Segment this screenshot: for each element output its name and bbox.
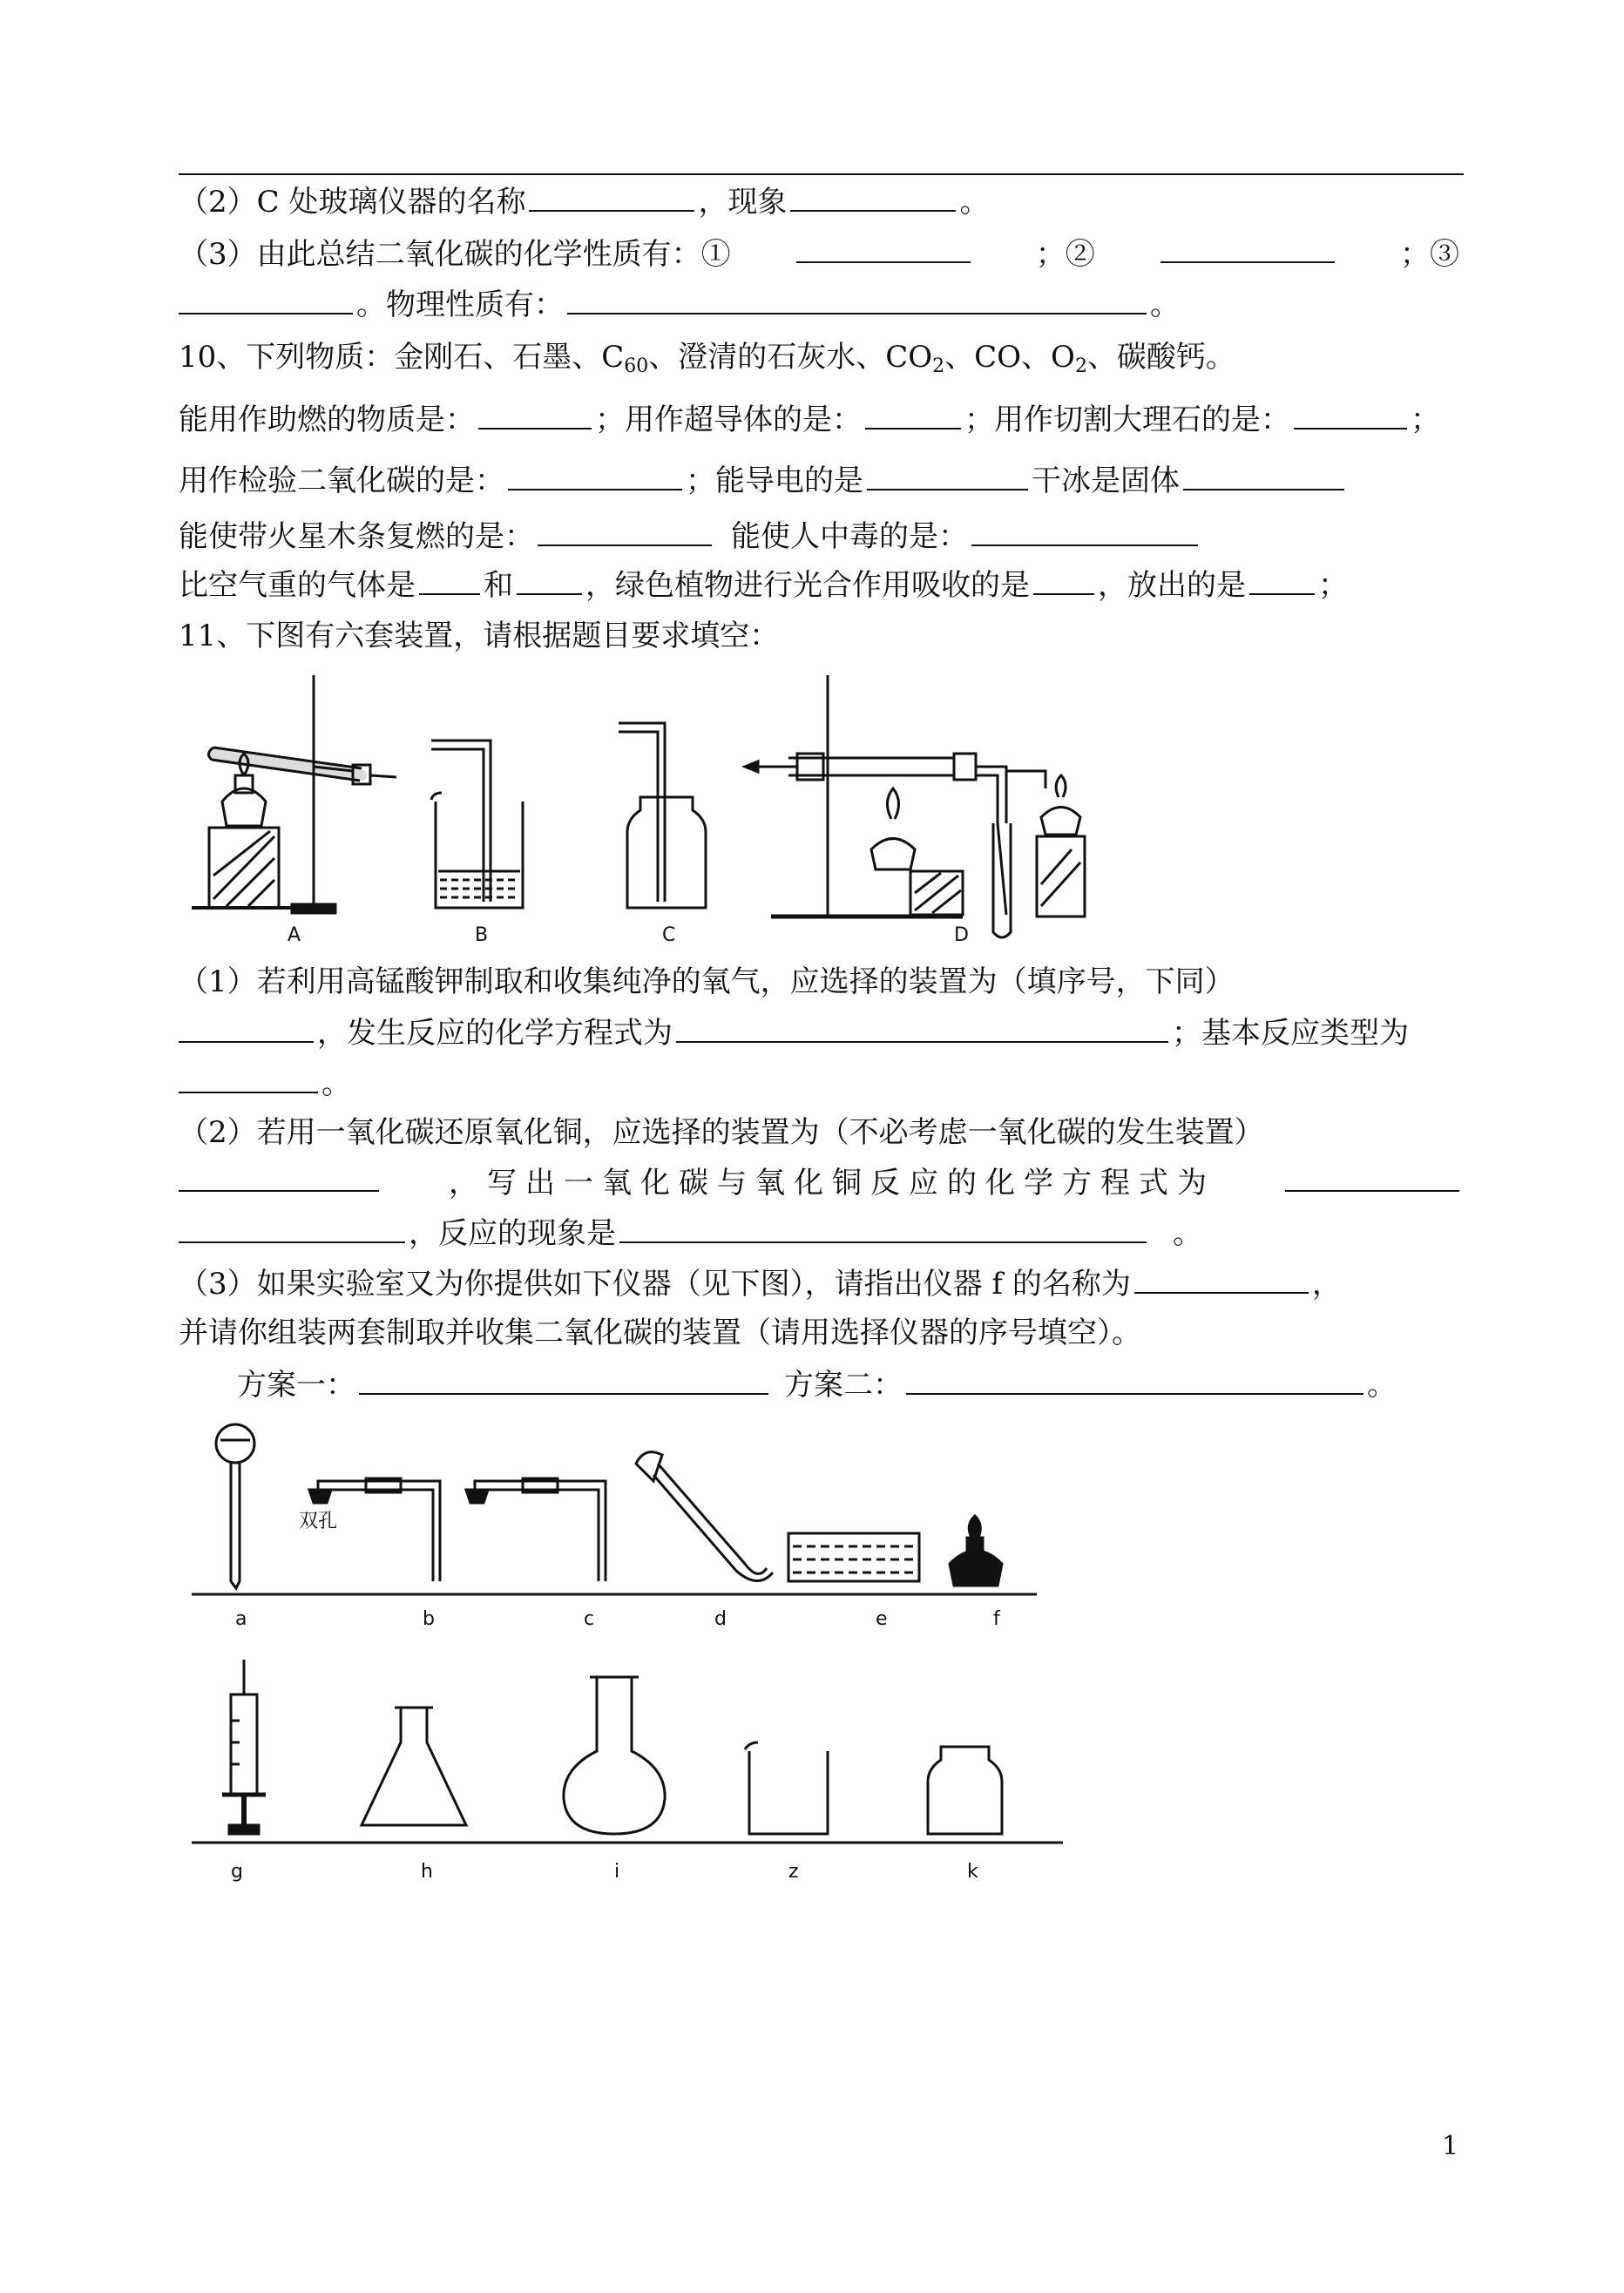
blank[interactable]: [529, 184, 694, 212]
q11-part3-line3: 方案一： 方案二： 。: [237, 1368, 1397, 1403]
blank[interactable]: [179, 287, 353, 315]
q11-part1-line1: （1）若利用高锰酸钾制取和收集纯净的氧气，应选择的装置为（填序号，下同）: [179, 964, 1235, 999]
q11-part1-line2: ，发生反应的化学方程式为 ；基本反应类型为: [179, 1014, 1409, 1052]
label-h: h: [421, 1861, 433, 1883]
instrument-f: [950, 1516, 1002, 1586]
blank[interactable]: [865, 402, 961, 430]
q11-intro: 11、下图有六套装置，请根据题目要求填空：: [179, 619, 780, 653]
label-f: f: [993, 1608, 1000, 1630]
blank[interactable]: [676, 1015, 1168, 1043]
label-b: B: [475, 924, 489, 946]
q11-part3-line1: （3）如果实验室又为你提供如下仪器（见下图），请指出仪器 f 的名称为 ，: [179, 1267, 1342, 1302]
label-b: b: [423, 1608, 435, 1630]
label-g: g: [231, 1861, 243, 1883]
blank[interactable]: [538, 518, 712, 546]
instrument-figure-g-k: [187, 1655, 1067, 1891]
instrument-z: [745, 1742, 828, 1834]
instrument-c: [466, 1478, 606, 1581]
instrument-e: [788, 1533, 919, 1581]
blank[interactable]: [419, 567, 480, 595]
blank[interactable]: [971, 518, 1198, 546]
header-rule: [179, 173, 1464, 175]
q10-line1: 能用作助燃的物质是： ；用作超导体的是： ；用作切割大理石的是： ；: [179, 402, 1440, 437]
q11-part2-line2: ，写出一氧化碳与氧化铜反应的化学方程式为: [179, 1164, 1459, 1202]
q10-line4: 比空气重的气体是 和 ，绿色植物进行光合作用吸收的是 ，放出的是 ；: [179, 568, 1348, 603]
blank[interactable]: [906, 1367, 1363, 1395]
apparatus-b: [431, 741, 523, 908]
apparatus-d: [745, 675, 1085, 937]
label-a: a: [235, 1608, 247, 1630]
q11-part2-line3: ，反应的现象是 。: [179, 1214, 1202, 1253]
apparatus-figure-abcd: [187, 671, 1102, 950]
blank[interactable]: [796, 235, 971, 263]
blank[interactable]: [179, 1215, 405, 1243]
blank[interactable]: [1294, 402, 1407, 430]
double-hole-note: 双孔: [299, 1511, 338, 1532]
blank[interactable]: [1285, 1164, 1459, 1192]
q10-line3: 能使带火星木条复燃的是： 能使人中毒的是：: [179, 517, 1201, 556]
label-k: k: [967, 1861, 978, 1883]
instrument-a: [216, 1424, 254, 1588]
label-c: c: [584, 1608, 595, 1630]
label-e: e: [876, 1608, 888, 1630]
page-number: 1: [1442, 2131, 1459, 2161]
blank[interactable]: [867, 463, 1028, 490]
blank[interactable]: [790, 184, 956, 212]
blank[interactable]: [517, 567, 582, 595]
instrument-g: [222, 1660, 266, 1834]
blank[interactable]: [359, 1367, 768, 1395]
label-d: d: [714, 1608, 727, 1630]
label-d: D: [954, 924, 969, 946]
label-z: z: [788, 1861, 799, 1883]
label-a: A: [288, 924, 301, 946]
q11-part2-line1: （2）若用一氧化碳还原氧化铜，应选择的装置为（不必考虑一氧化碳的发生装置）: [179, 1115, 1264, 1150]
blank[interactable]: [619, 1215, 1147, 1243]
q11-part3-line2: 并请你组装两套制取并收集二氧化碳的装置（请用选择仪器的序号填空）。: [179, 1316, 1141, 1350]
label-c: C: [662, 924, 676, 946]
blank[interactable]: [567, 287, 1147, 315]
apparatus-c: [619, 723, 706, 908]
q9-part2-line: （2）C 处玻璃仪器的名称 ，现象 。: [179, 185, 990, 220]
blank[interactable]: [478, 402, 592, 430]
blank[interactable]: [1033, 567, 1094, 595]
q9-part3-line1: （3）由此总结二氧化碳的化学性质有：① ；② ；③: [179, 237, 1459, 272]
blank[interactable]: [179, 1065, 318, 1093]
q10-intro: 10、下列物质：金刚石、石墨、$C_{60}$、澄清的石灰水、$CO_2$、CO、$O_2$、碳酸钙。: [179, 340, 1235, 377]
instrument-i: [564, 1677, 665, 1834]
label-i: i: [614, 1861, 620, 1883]
instrument-k: [928, 1747, 1002, 1834]
q11-part1-line3: 。: [179, 1065, 351, 1103]
blank[interactable]: [1249, 567, 1315, 595]
blank[interactable]: [1160, 235, 1335, 263]
instrument-d: [636, 1452, 773, 1581]
instrument-h: [362, 1708, 466, 1825]
blank[interactable]: [179, 1015, 314, 1043]
blank[interactable]: [179, 1164, 379, 1192]
q9-part3-line2: 。物理性质有： 。: [179, 286, 1180, 324]
blank[interactable]: [508, 463, 682, 490]
blank[interactable]: [1134, 1266, 1309, 1294]
instrument-figure-a-f: [187, 1416, 1041, 1634]
blank[interactable]: [1183, 463, 1344, 490]
apparatus-a: [192, 675, 396, 913]
q10-line2: 用作检验二氧化碳的是： ；能导电的是 干冰是固体: [179, 462, 1348, 500]
